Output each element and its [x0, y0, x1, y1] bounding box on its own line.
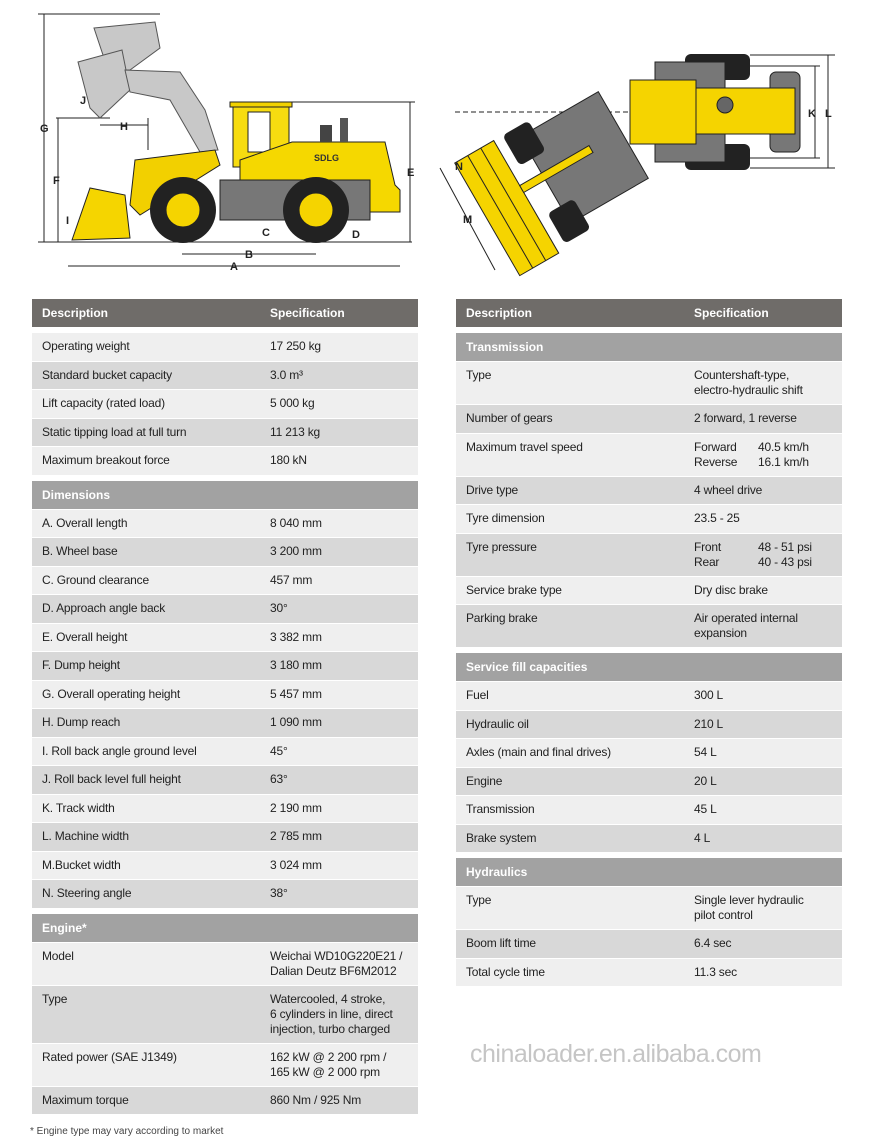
header-specification: Specification: [270, 306, 345, 320]
dimension-label: C: [262, 227, 270, 239]
spec-value: 3.0 m³: [270, 367, 303, 382]
spec-label: Total cycle time: [466, 964, 545, 979]
spec-value: 23.5 - 25: [694, 511, 740, 525]
table-header: [456, 299, 842, 327]
spec-label: F. Dump height: [42, 658, 120, 672]
table-row: [456, 534, 842, 577]
loader-top-view-diagram: [430, 40, 850, 280]
spec-label: Rated power (SAE J1349): [42, 1049, 177, 1064]
table-row: [32, 1087, 418, 1116]
spec-label: Hydraulic oil: [466, 716, 529, 731]
spec-label: G. Overall operating height: [42, 686, 181, 701]
spec-label: Tyre dimension: [466, 511, 545, 525]
spec-value: 162 kW @ 2 200 rpm / 165 kW @ 2 000 rpm: [270, 1049, 387, 1079]
dimension-label: F: [53, 175, 60, 187]
table-row: [456, 887, 842, 930]
loader-side-view-diagram: [30, 0, 420, 280]
spec-sublabel: Front: [694, 539, 722, 554]
spec-value: 180 kN: [270, 453, 307, 467]
spec-value: 860 Nm / 925 Nm: [270, 1092, 362, 1107]
dimension-label: N: [455, 161, 463, 173]
spec-value: [694, 440, 842, 470]
dimension-label: I: [66, 215, 70, 227]
spec-value: 3 382 mm: [270, 629, 322, 644]
spec-label: Number of gears: [466, 411, 553, 425]
table-row: [456, 605, 842, 648]
spec-value: 3 180 mm: [270, 658, 322, 672]
spec-label: Maximum torque: [42, 1092, 129, 1107]
spec-label: Static tipping load at full turn: [42, 424, 187, 439]
spec-label: Brake system: [466, 830, 537, 845]
spec-value: 1 090 mm: [270, 715, 322, 729]
table-row: [32, 567, 418, 596]
spec-value: 38°: [270, 886, 288, 900]
section-header: Transmission: [456, 333, 842, 361]
spec-label: K. Track width: [42, 800, 115, 815]
header-specification: Specification: [694, 306, 769, 320]
spec-value: 2 785 mm: [270, 829, 322, 843]
spec-label: Lift capacity (rated load): [42, 396, 165, 410]
table-header: [32, 299, 418, 327]
table-row: [32, 1044, 418, 1087]
spec-value: [694, 540, 842, 570]
dimension-label: J: [80, 95, 87, 107]
spec-value: 8 040 mm: [270, 515, 322, 530]
footnote: * Engine type may vary according to market: [30, 1126, 224, 1137]
spec-value: 45 L: [694, 802, 717, 816]
table-row: [456, 362, 842, 405]
spec-label: C. Ground clearance: [42, 572, 149, 587]
table-row: [32, 390, 418, 419]
spec-label: Service brake type: [466, 582, 562, 597]
spec-label: Engine: [466, 773, 503, 788]
spec-value: 11.3 sec: [694, 964, 737, 979]
spec-label: Model: [42, 948, 74, 963]
spec-label: Type: [42, 991, 68, 1006]
spec-sublabel: Reverse: [694, 454, 738, 469]
table-row: [32, 333, 418, 362]
spec-value: 3 024 mm: [270, 857, 322, 872]
spec-value: Dry disc brake: [694, 582, 768, 597]
spec-label: J. Roll back level full height: [42, 772, 181, 786]
table-row: [456, 930, 842, 959]
table-row: [456, 682, 842, 711]
spec-value: 2 forward, 1 reverse: [694, 411, 797, 425]
table-row: [32, 624, 418, 653]
spec-value: 63°: [270, 772, 288, 786]
spec-value: Air operated internal expansion: [694, 611, 798, 640]
spec-value: 4 wheel drive: [694, 482, 763, 497]
table-row: [32, 795, 418, 824]
table-row: [456, 477, 842, 506]
spec-label: Parking brake: [466, 611, 538, 625]
spec-label: Type: [466, 368, 492, 382]
dimension-label: D: [352, 229, 360, 241]
table-row: [32, 943, 418, 986]
spec-label: Boom lift time: [466, 936, 536, 950]
spec-value: 210 L: [694, 716, 724, 731]
dimension-label: B: [245, 249, 253, 261]
section-header: Hydraulics: [456, 858, 842, 886]
spec-value: 457 mm: [270, 572, 313, 587]
watermark: chinaloader.en.alibaba.com: [470, 1040, 762, 1068]
spec-label: B. Wheel base: [42, 544, 118, 558]
spec-value: 300 L: [694, 688, 724, 702]
spec-subvalue: 16.1 km/h: [758, 454, 809, 469]
spec-value: 3 200 mm: [270, 544, 322, 558]
left-spec-table: [32, 299, 418, 1115]
table-row: [456, 711, 842, 740]
table-row: [456, 739, 842, 768]
table-row: [456, 796, 842, 825]
spec-label: A. Overall length: [42, 515, 128, 530]
table-row: [32, 595, 418, 624]
spec-value: 5 000 kg: [270, 396, 315, 410]
spec-label: M.Bucket width: [42, 857, 121, 872]
spec-label: N. Steering angle: [42, 886, 132, 900]
spec-label: Transmission: [466, 802, 535, 816]
table-row: [456, 768, 842, 797]
dimension-label: L: [825, 108, 832, 120]
spec-value: Countershaft-type, electro-hydraulic shift: [694, 368, 803, 397]
table-row: [32, 852, 418, 881]
table-row: [32, 652, 418, 681]
table-row: [32, 738, 418, 767]
spec-subvalue: 40.5 km/h: [758, 439, 809, 454]
section-header: Engine*: [32, 914, 418, 942]
table-row: [32, 823, 418, 852]
spec-label: Drive type: [466, 482, 519, 497]
brand-logo: SDLG: [314, 153, 340, 163]
spec-label: H. Dump reach: [42, 715, 121, 729]
spec-sublabel: Rear: [694, 554, 720, 569]
dimension-label: G: [40, 123, 49, 135]
spec-sublabel: Forward: [694, 439, 737, 454]
spec-value: 11 213 kg: [270, 424, 321, 439]
table-row: [456, 959, 842, 988]
table-row: [32, 766, 418, 795]
spec-value: Weichai WD10G220E21 / Dalian Deutz BF6M2012: [270, 948, 403, 978]
spec-label: Tyre pressure: [466, 539, 537, 554]
spec-label: I. Roll back angle ground level: [42, 743, 197, 758]
spec-label: L. Machine width: [42, 829, 129, 843]
spec-value: 17 250 kg: [270, 339, 321, 353]
spec-label: Operating weight: [42, 339, 130, 353]
spec-value: Single lever hydraulic pilot control: [694, 893, 804, 922]
spec-label: Maximum breakout force: [42, 453, 170, 467]
spec-value: 54 L: [694, 745, 717, 759]
spec-value: 5 457 mm: [270, 686, 322, 701]
table-row: [32, 419, 418, 448]
section-header: Service fill capacities: [456, 653, 842, 681]
spec-label: D. Approach angle back: [42, 601, 166, 615]
dimension-label: M: [463, 214, 473, 226]
section-header: Dimensions: [32, 481, 418, 509]
spec-subvalue: 40 - 43 psi: [758, 554, 812, 569]
spec-value: 20 L: [694, 773, 717, 788]
spec-label: E. Overall height: [42, 629, 128, 644]
dimension-label: E: [407, 167, 415, 179]
right-spec-table: [456, 299, 842, 987]
dimension-label: K: [808, 108, 816, 120]
spec-value: 45°: [270, 743, 288, 758]
table-row: [32, 681, 418, 710]
dimension-label: H: [120, 121, 128, 133]
table-row: [456, 825, 842, 854]
spec-label: Axles (main and final drives): [466, 745, 611, 759]
spec-label: Fuel: [466, 688, 489, 702]
spec-label: Standard bucket capacity: [42, 367, 172, 382]
table-row: [456, 434, 842, 477]
spec-label: Type: [466, 893, 492, 907]
table-row: [456, 505, 842, 534]
table-row: [32, 362, 418, 391]
header-description: Description: [42, 306, 109, 320]
table-row: [32, 538, 418, 567]
spec-value: 4 L: [694, 830, 711, 845]
table-row: [32, 709, 418, 738]
table-row: [456, 577, 842, 606]
table-row: [32, 510, 418, 539]
table-row: [32, 986, 418, 1044]
table-row: [456, 405, 842, 434]
spec-value: 2 190 mm: [270, 800, 322, 815]
header-description: Description: [466, 306, 533, 320]
spec-value: Watercooled, 4 stroke, 6 cylinders in line, direct injection, turbo charged: [270, 991, 393, 1036]
spec-label: Maximum travel speed: [466, 439, 583, 454]
table-row: [32, 447, 418, 476]
table-row: [32, 880, 418, 909]
spec-subvalue: 48 - 51 psi: [758, 539, 812, 554]
spec-value: 6.4 sec: [694, 936, 732, 950]
dimension-label: A: [230, 261, 238, 273]
spec-value: 30°: [270, 601, 288, 615]
